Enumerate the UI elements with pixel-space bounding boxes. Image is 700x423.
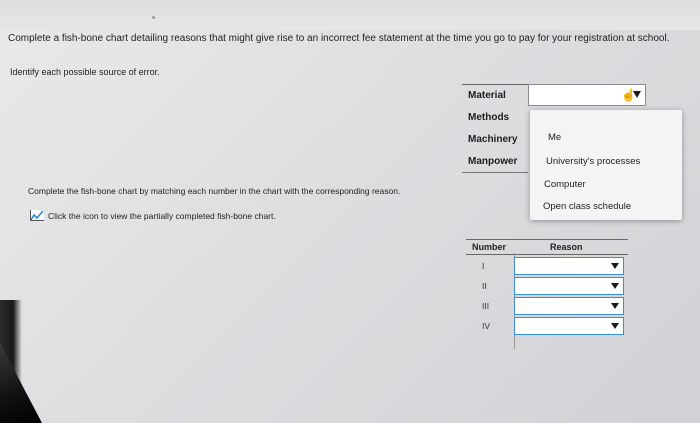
reason-table-body	[466, 255, 628, 351]
dropdown-option-computer[interactable]: Computer	[544, 179, 586, 190]
reason-select-iv[interactable]	[514, 317, 624, 335]
reason-table-header	[466, 239, 628, 255]
question-text: Complete a fish-bone chart detailing reasons that might give rise to an incorrect fee statement at the time you go to pay for your registration at school.	[8, 33, 670, 44]
dropdown-menu	[530, 110, 682, 220]
camera-dot	[152, 16, 155, 19]
dropdown-option-open-class-schedule[interactable]: Open class schedule	[543, 201, 632, 212]
chart-link-text: Click the icon to view the partially completed fish-bone chart.	[48, 210, 276, 221]
category-table-bottom-rule	[462, 172, 528, 173]
column-header-reason: Reason	[550, 242, 583, 252]
chart-link[interactable]	[30, 210, 276, 221]
reason-select-ii[interactable]	[514, 277, 624, 295]
row-number-i: I	[482, 261, 485, 271]
row-number-iii: III	[482, 301, 490, 311]
top-strip	[0, 0, 700, 30]
chevron-down-icon[interactable]	[633, 91, 641, 98]
hand-cursor-icon: ☝	[621, 88, 636, 102]
row-number-ii: II	[482, 281, 487, 291]
category-manpower: Manpower	[468, 156, 518, 167]
chevron-down-icon[interactable]	[611, 303, 619, 309]
matching-instructions: Complete the fish-bone chart by matching each number in the chart with the corresponding reason.	[28, 186, 401, 196]
dropdown-option-university-processes[interactable]: University's processes	[546, 156, 641, 167]
category-machinery: Machinery	[468, 134, 518, 145]
category-material: Material	[468, 90, 506, 101]
column-header-number: Number	[472, 242, 507, 252]
reason-select-i[interactable]	[514, 257, 624, 275]
reason-select-iii[interactable]	[514, 297, 624, 315]
chevron-down-icon[interactable]	[611, 283, 619, 289]
row-number-iv: IV	[482, 321, 491, 331]
category-table	[462, 84, 528, 173]
question-subtext: Identify each possible source of error.	[10, 67, 160, 77]
material-select[interactable]	[528, 84, 646, 106]
line-chart-icon[interactable]	[30, 210, 44, 221]
chevron-down-icon[interactable]	[611, 323, 619, 329]
dropdown-option-me[interactable]: Me	[548, 132, 562, 143]
reason-table	[466, 239, 628, 351]
category-methods: Methods	[468, 112, 510, 123]
chevron-down-icon[interactable]	[611, 263, 619, 269]
